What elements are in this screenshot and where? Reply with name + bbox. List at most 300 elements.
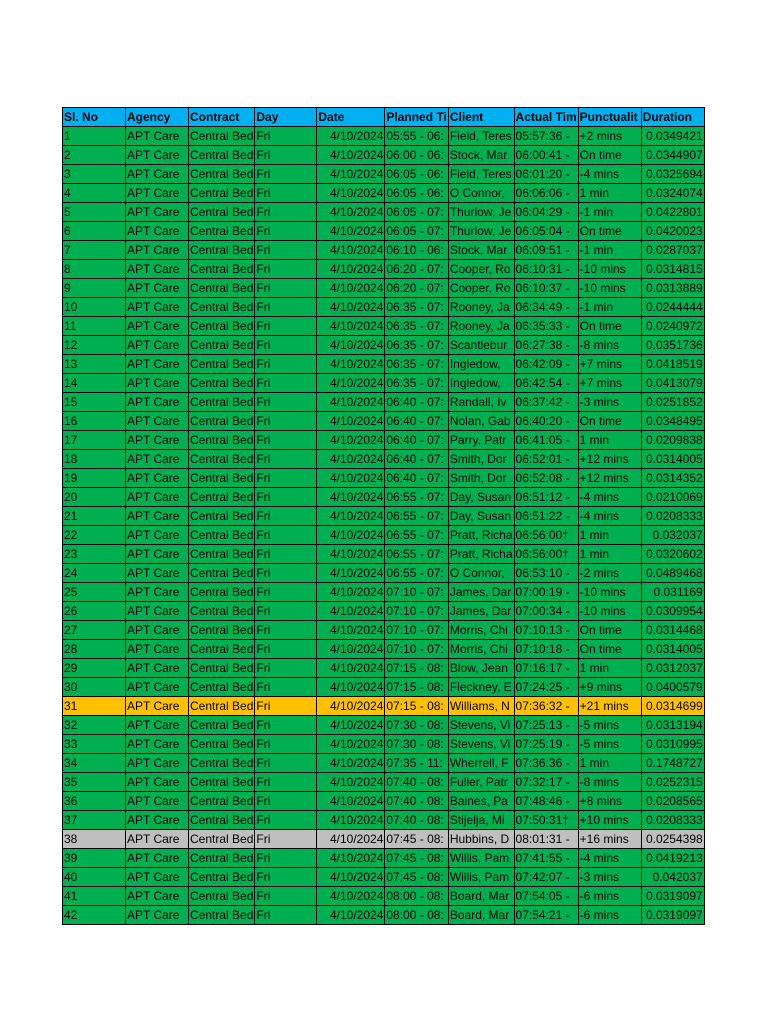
cell-sl-no[interactable]: 33 bbox=[63, 735, 126, 754]
cell-client[interactable]: Smith, Dor bbox=[448, 469, 514, 488]
cell-agency[interactable]: APT Care bbox=[126, 697, 189, 716]
cell-day[interactable]: Fri bbox=[255, 431, 317, 450]
col-header-duration[interactable]: Duration bbox=[641, 108, 704, 127]
table-row[interactable] bbox=[63, 260, 705, 279]
cell-contract[interactable]: Central Bed bbox=[189, 640, 255, 659]
cell-planned-time[interactable]: 07:10 - 07: bbox=[385, 621, 448, 640]
cell-client[interactable]: Parry, Patr bbox=[448, 431, 514, 450]
cell-sl-no[interactable]: 25 bbox=[63, 583, 126, 602]
cell-punctuality[interactable]: +21 mins bbox=[578, 697, 641, 716]
cell-agency[interactable]: APT Care bbox=[126, 507, 189, 526]
cell-duration[interactable]: 0.0314005 bbox=[641, 640, 704, 659]
cell-actual-time[interactable]: 06:01:20 - bbox=[514, 165, 578, 184]
table-row[interactable] bbox=[63, 279, 705, 298]
cell-contract[interactable]: Central Bed bbox=[189, 222, 255, 241]
cell-client[interactable]: Williams, N bbox=[448, 697, 514, 716]
cell-actual-time[interactable]: 06:05:04 - bbox=[514, 222, 578, 241]
cell-punctuality[interactable]: -3 mins bbox=[578, 868, 641, 887]
cell-agency[interactable]: APT Care bbox=[126, 469, 189, 488]
table-row[interactable] bbox=[63, 678, 705, 697]
cell-day[interactable]: Fri bbox=[255, 412, 317, 431]
cell-date[interactable]: 4/10/2024 bbox=[317, 127, 385, 146]
cell-planned-time[interactable]: 06:00 - 06: bbox=[385, 146, 448, 165]
cell-agency[interactable]: APT Care bbox=[126, 184, 189, 203]
cell-planned-time[interactable]: 07:40 - 08: bbox=[385, 792, 448, 811]
cell-planned-time[interactable]: 06:05 - 07: bbox=[385, 203, 448, 222]
cell-date[interactable]: 4/10/2024 bbox=[317, 849, 385, 868]
cell-day[interactable]: Fri bbox=[255, 545, 317, 564]
cell-client[interactable]: Fleckney, E bbox=[448, 678, 514, 697]
cell-planned-time[interactable]: 06:35 - 07: bbox=[385, 317, 448, 336]
cell-contract[interactable]: Central Bed bbox=[189, 830, 255, 849]
cell-date[interactable]: 4/10/2024 bbox=[317, 336, 385, 355]
cell-contract[interactable]: Central Bed bbox=[189, 811, 255, 830]
cell-date[interactable]: 4/10/2024 bbox=[317, 431, 385, 450]
cell-sl-no[interactable]: 23 bbox=[63, 545, 126, 564]
table-row[interactable] bbox=[63, 184, 705, 203]
cell-date[interactable]: 4/10/2024 bbox=[317, 260, 385, 279]
cell-contract[interactable]: Central Bed bbox=[189, 545, 255, 564]
cell-agency[interactable]: APT Care bbox=[126, 488, 189, 507]
cell-client[interactable]: James, Dar bbox=[448, 602, 514, 621]
cell-planned-time[interactable]: 06:55 - 07: bbox=[385, 526, 448, 545]
cell-agency[interactable]: APT Care bbox=[126, 222, 189, 241]
cell-planned-time[interactable]: 06:55 - 07: bbox=[385, 564, 448, 583]
cell-punctuality[interactable]: -10 mins bbox=[578, 279, 641, 298]
cell-date[interactable]: 4/10/2024 bbox=[317, 830, 385, 849]
cell-client[interactable]: Randall, Iv bbox=[448, 393, 514, 412]
cell-day[interactable]: Fri bbox=[255, 260, 317, 279]
cell-day[interactable]: Fri bbox=[255, 355, 317, 374]
cell-client[interactable]: Board, Mar bbox=[448, 887, 514, 906]
cell-contract[interactable]: Central Bed bbox=[189, 716, 255, 735]
table-row[interactable] bbox=[63, 830, 705, 849]
cell-punctuality[interactable]: -4 mins bbox=[578, 507, 641, 526]
cell-duration[interactable]: 0.0314699 bbox=[641, 697, 704, 716]
cell-punctuality[interactable]: 1 min bbox=[578, 184, 641, 203]
table-row[interactable] bbox=[63, 868, 705, 887]
cell-client[interactable]: Day, Susan bbox=[448, 488, 514, 507]
col-header-agency[interactable]: Agency bbox=[126, 108, 189, 127]
cell-agency[interactable]: APT Care bbox=[126, 564, 189, 583]
cell-planned-time[interactable]: 06:40 - 07: bbox=[385, 393, 448, 412]
cell-day[interactable]: Fri bbox=[255, 868, 317, 887]
cell-duration[interactable]: 0.0344907 bbox=[641, 146, 704, 165]
cell-agency[interactable]: APT Care bbox=[126, 450, 189, 469]
col-header-contract[interactable]: Contract bbox=[189, 108, 255, 127]
cell-actual-time[interactable]: 06:40:20 - bbox=[514, 412, 578, 431]
cell-day[interactable]: Fri bbox=[255, 317, 317, 336]
cell-punctuality[interactable]: +7 mins bbox=[578, 374, 641, 393]
cell-date[interactable]: 4/10/2024 bbox=[317, 792, 385, 811]
cell-planned-time[interactable]: 06:35 - 07: bbox=[385, 355, 448, 374]
cell-punctuality[interactable]: +12 mins bbox=[578, 469, 641, 488]
cell-punctuality[interactable]: +9 mins bbox=[578, 678, 641, 697]
table-row[interactable] bbox=[63, 773, 705, 792]
cell-date[interactable]: 4/10/2024 bbox=[317, 640, 385, 659]
cell-client[interactable]: Pratt, Richa bbox=[448, 526, 514, 545]
cell-contract[interactable]: Central Bed bbox=[189, 621, 255, 640]
cell-punctuality[interactable]: 1 min bbox=[578, 526, 641, 545]
table-row[interactable] bbox=[63, 735, 705, 754]
cell-sl-no[interactable]: 24 bbox=[63, 564, 126, 583]
col-header-sl-no[interactable]: Sl. No bbox=[63, 108, 126, 127]
cell-punctuality[interactable]: On time bbox=[578, 146, 641, 165]
cell-day[interactable]: Fri bbox=[255, 887, 317, 906]
cell-contract[interactable]: Central Bed bbox=[189, 336, 255, 355]
cell-planned-time[interactable]: 06:35 - 07: bbox=[385, 336, 448, 355]
cell-actual-time[interactable]: 06:42:54 - bbox=[514, 374, 578, 393]
cell-planned-time[interactable]: 06:05 - 07: bbox=[385, 222, 448, 241]
cell-date[interactable]: 4/10/2024 bbox=[317, 469, 385, 488]
cell-planned-time[interactable]: 07:35 - 11: bbox=[385, 754, 448, 773]
cell-planned-time[interactable]: 06:35 - 07: bbox=[385, 374, 448, 393]
cell-agency[interactable]: APT Care bbox=[126, 393, 189, 412]
table-row[interactable] bbox=[63, 412, 705, 431]
cell-agency[interactable]: APT Care bbox=[126, 640, 189, 659]
cell-punctuality[interactable]: -5 mins bbox=[578, 735, 641, 754]
cell-agency[interactable]: APT Care bbox=[126, 906, 189, 925]
cell-day[interactable]: Fri bbox=[255, 203, 317, 222]
cell-day[interactable]: Fri bbox=[255, 222, 317, 241]
cell-planned-time[interactable]: 06:20 - 07: bbox=[385, 260, 448, 279]
cell-punctuality[interactable]: -4 mins bbox=[578, 165, 641, 184]
cell-contract[interactable]: Central Bed bbox=[189, 298, 255, 317]
cell-day[interactable]: Fri bbox=[255, 697, 317, 716]
cell-sl-no[interactable]: 4 bbox=[63, 184, 126, 203]
table-row[interactable] bbox=[63, 450, 705, 469]
cell-agency[interactable]: APT Care bbox=[126, 659, 189, 678]
table-row[interactable] bbox=[63, 374, 705, 393]
cell-duration[interactable]: 0.0349421 bbox=[641, 127, 704, 146]
cell-contract[interactable]: Central Bed bbox=[189, 317, 255, 336]
cell-client[interactable]: Wherrell, F bbox=[448, 754, 514, 773]
table-row[interactable] bbox=[63, 488, 705, 507]
cell-planned-time[interactable]: 06:35 - 07: bbox=[385, 298, 448, 317]
cell-day[interactable]: Fri bbox=[255, 659, 317, 678]
cell-client[interactable]: Morris, Chi bbox=[448, 640, 514, 659]
cell-client[interactable]: Scantlebur bbox=[448, 336, 514, 355]
cell-client[interactable]: Field, Teres bbox=[448, 165, 514, 184]
cell-agency[interactable]: APT Care bbox=[126, 811, 189, 830]
cell-actual-time[interactable]: 08:01:31 - bbox=[514, 830, 578, 849]
cell-date[interactable]: 4/10/2024 bbox=[317, 412, 385, 431]
cell-agency[interactable]: APT Care bbox=[126, 887, 189, 906]
table-row[interactable] bbox=[63, 849, 705, 868]
cell-agency[interactable]: APT Care bbox=[126, 279, 189, 298]
cell-client[interactable]: Baines, Pa bbox=[448, 792, 514, 811]
cell-day[interactable]: Fri bbox=[255, 602, 317, 621]
cell-punctuality[interactable]: -4 mins bbox=[578, 488, 641, 507]
cell-duration[interactable]: 0.031169 bbox=[641, 583, 704, 602]
cell-agency[interactable]: APT Care bbox=[126, 336, 189, 355]
cell-agency[interactable]: APT Care bbox=[126, 621, 189, 640]
cell-contract[interactable]: Central Bed bbox=[189, 165, 255, 184]
cell-duration[interactable]: 0.0418519 bbox=[641, 355, 704, 374]
cell-actual-time[interactable]: 07:24:25 - bbox=[514, 678, 578, 697]
cell-duration[interactable]: 0.0287037 bbox=[641, 241, 704, 260]
cell-punctuality[interactable]: 1 min bbox=[578, 659, 641, 678]
cell-contract[interactable]: Central Bed bbox=[189, 127, 255, 146]
cell-actual-time[interactable]: 07:25:19 - bbox=[514, 735, 578, 754]
cell-sl-no[interactable]: 26 bbox=[63, 602, 126, 621]
cell-planned-time[interactable]: 07:45 - 08: bbox=[385, 849, 448, 868]
cell-agency[interactable]: APT Care bbox=[126, 545, 189, 564]
cell-date[interactable]: 4/10/2024 bbox=[317, 716, 385, 735]
cell-agency[interactable]: APT Care bbox=[126, 146, 189, 165]
cell-day[interactable]: Fri bbox=[255, 830, 317, 849]
table-row[interactable] bbox=[63, 564, 705, 583]
cell-contract[interactable]: Central Bed bbox=[189, 279, 255, 298]
cell-actual-time[interactable]: 06:10:37 - bbox=[514, 279, 578, 298]
col-header-day[interactable]: Day bbox=[255, 108, 317, 127]
col-header-actual-time[interactable]: Actual Tim bbox=[514, 108, 578, 127]
cell-sl-no[interactable]: 29 bbox=[63, 659, 126, 678]
cell-duration[interactable]: 0.0313194 bbox=[641, 716, 704, 735]
cell-sl-no[interactable]: 2 bbox=[63, 146, 126, 165]
cell-day[interactable]: Fri bbox=[255, 640, 317, 659]
cell-day[interactable]: Fri bbox=[255, 526, 317, 545]
cell-punctuality[interactable]: On time bbox=[578, 640, 641, 659]
cell-planned-time[interactable]: 07:15 - 08: bbox=[385, 678, 448, 697]
cell-sl-no[interactable]: 19 bbox=[63, 469, 126, 488]
cell-contract[interactable]: Central Bed bbox=[189, 450, 255, 469]
table-row[interactable] bbox=[63, 431, 705, 450]
cell-day[interactable]: Fri bbox=[255, 469, 317, 488]
cell-sl-no[interactable]: 28 bbox=[63, 640, 126, 659]
cell-day[interactable]: Fri bbox=[255, 279, 317, 298]
cell-planned-time[interactable]: 07:40 - 08: bbox=[385, 811, 448, 830]
cell-sl-no[interactable]: 5 bbox=[63, 203, 126, 222]
cell-contract[interactable]: Central Bed bbox=[189, 374, 255, 393]
cell-client[interactable]: Smith, Dor bbox=[448, 450, 514, 469]
cell-punctuality[interactable]: -2 mins bbox=[578, 564, 641, 583]
cell-contract[interactable]: Central Bed bbox=[189, 564, 255, 583]
cell-duration[interactable]: 0.0208333 bbox=[641, 507, 704, 526]
cell-duration[interactable]: 0.0252315 bbox=[641, 773, 704, 792]
cell-contract[interactable]: Central Bed bbox=[189, 697, 255, 716]
cell-duration[interactable]: 0.0325694 bbox=[641, 165, 704, 184]
cell-client[interactable]: Day, Susan bbox=[448, 507, 514, 526]
cell-contract[interactable]: Central Bed bbox=[189, 260, 255, 279]
cell-contract[interactable]: Central Bed bbox=[189, 393, 255, 412]
cell-sl-no[interactable]: 32 bbox=[63, 716, 126, 735]
cell-planned-time[interactable]: 08:00 - 08: bbox=[385, 906, 448, 925]
cell-day[interactable]: Fri bbox=[255, 678, 317, 697]
cell-date[interactable]: 4/10/2024 bbox=[317, 906, 385, 925]
cell-day[interactable]: Fri bbox=[255, 621, 317, 640]
cell-agency[interactable]: APT Care bbox=[126, 374, 189, 393]
cell-contract[interactable]: Central Bed bbox=[189, 792, 255, 811]
cell-agency[interactable]: APT Care bbox=[126, 165, 189, 184]
cell-planned-time[interactable]: 07:40 - 08: bbox=[385, 773, 448, 792]
cell-date[interactable]: 4/10/2024 bbox=[317, 298, 385, 317]
cell-duration[interactable]: 0.0210069 bbox=[641, 488, 704, 507]
cell-day[interactable]: Fri bbox=[255, 184, 317, 203]
cell-sl-no[interactable]: 3 bbox=[63, 165, 126, 184]
cell-duration[interactable]: 0.032037 bbox=[641, 526, 704, 545]
cell-duration[interactable]: 0.0254398 bbox=[641, 830, 704, 849]
cell-actual-time[interactable]: 07:42:07 - bbox=[514, 868, 578, 887]
cell-date[interactable]: 4/10/2024 bbox=[317, 165, 385, 184]
cell-date[interactable]: 4/10/2024 bbox=[317, 602, 385, 621]
cell-actual-time[interactable]: 07:36:32 - bbox=[514, 697, 578, 716]
table-row[interactable] bbox=[63, 146, 705, 165]
cell-day[interactable]: Fri bbox=[255, 374, 317, 393]
col-header-date[interactable]: Date bbox=[317, 108, 385, 127]
table-row[interactable] bbox=[63, 697, 705, 716]
cell-agency[interactable]: APT Care bbox=[126, 431, 189, 450]
cell-actual-time[interactable]: 06:41:05 - bbox=[514, 431, 578, 450]
cell-actual-time[interactable]: 07:00:19 - bbox=[514, 583, 578, 602]
cell-sl-no[interactable]: 21 bbox=[63, 507, 126, 526]
cell-client[interactable]: Hubbins, D bbox=[448, 830, 514, 849]
cell-contract[interactable]: Central Bed bbox=[189, 412, 255, 431]
cell-date[interactable]: 4/10/2024 bbox=[317, 184, 385, 203]
cell-duration[interactable]: 0.0324074 bbox=[641, 184, 704, 203]
cell-client[interactable]: O Connor, bbox=[448, 564, 514, 583]
cell-date[interactable]: 4/10/2024 bbox=[317, 393, 385, 412]
cell-sl-no[interactable]: 27 bbox=[63, 621, 126, 640]
table-row[interactable] bbox=[63, 811, 705, 830]
cell-agency[interactable]: APT Care bbox=[126, 602, 189, 621]
cell-punctuality[interactable]: -4 mins bbox=[578, 849, 641, 868]
cell-sl-no[interactable]: 30 bbox=[63, 678, 126, 697]
cell-sl-no[interactable]: 22 bbox=[63, 526, 126, 545]
table-row[interactable] bbox=[63, 336, 705, 355]
cell-day[interactable]: Fri bbox=[255, 336, 317, 355]
cell-agency[interactable]: APT Care bbox=[126, 127, 189, 146]
cell-duration[interactable]: 0.0419213 bbox=[641, 849, 704, 868]
cell-duration[interactable]: 0.0314352 bbox=[641, 469, 704, 488]
cell-planned-time[interactable]: 07:30 - 08: bbox=[385, 716, 448, 735]
cell-punctuality[interactable]: +2 mins bbox=[578, 127, 641, 146]
cell-client[interactable]: Cooper, Ro bbox=[448, 260, 514, 279]
cell-duration[interactable]: 0.0244444 bbox=[641, 298, 704, 317]
cell-day[interactable]: Fri bbox=[255, 754, 317, 773]
cell-date[interactable]: 4/10/2024 bbox=[317, 355, 385, 374]
table-row[interactable] bbox=[63, 621, 705, 640]
cell-actual-time[interactable]: 06:52:08 - bbox=[514, 469, 578, 488]
cell-actual-time[interactable]: 06:27:38 - bbox=[514, 336, 578, 355]
cell-actual-time[interactable]: 07:00:34 - bbox=[514, 602, 578, 621]
cell-planned-time[interactable]: 07:15 - 08: bbox=[385, 697, 448, 716]
cell-date[interactable]: 4/10/2024 bbox=[317, 678, 385, 697]
cell-actual-time[interactable]: 07:48:46 - bbox=[514, 792, 578, 811]
cell-duration[interactable]: 0.0413079 bbox=[641, 374, 704, 393]
cell-contract[interactable]: Central Bed bbox=[189, 849, 255, 868]
cell-actual-time[interactable]: 06:52:01 - bbox=[514, 450, 578, 469]
cell-sl-no[interactable]: 39 bbox=[63, 849, 126, 868]
cell-planned-time[interactable]: 06:40 - 07: bbox=[385, 412, 448, 431]
cell-duration[interactable]: 0.0319097 bbox=[641, 906, 704, 925]
cell-actual-time[interactable]: 07:50:31† bbox=[514, 811, 578, 830]
table-row[interactable] bbox=[63, 127, 705, 146]
cell-planned-time[interactable]: 06:10 - 06: bbox=[385, 241, 448, 260]
cell-punctuality[interactable]: On time bbox=[578, 222, 641, 241]
cell-punctuality[interactable]: -10 mins bbox=[578, 583, 641, 602]
cell-actual-time[interactable]: 06:09:51 - bbox=[514, 241, 578, 260]
cell-date[interactable]: 4/10/2024 bbox=[317, 564, 385, 583]
cell-date[interactable]: 4/10/2024 bbox=[317, 545, 385, 564]
cell-punctuality[interactable]: -8 mins bbox=[578, 773, 641, 792]
cell-planned-time[interactable]: 06:55 - 07: bbox=[385, 488, 448, 507]
cell-agency[interactable]: APT Care bbox=[126, 792, 189, 811]
cell-agency[interactable]: APT Care bbox=[126, 260, 189, 279]
cell-actual-time[interactable]: 06:51:12 - bbox=[514, 488, 578, 507]
cell-sl-no[interactable]: 7 bbox=[63, 241, 126, 260]
cell-day[interactable]: Fri bbox=[255, 849, 317, 868]
cell-contract[interactable]: Central Bed bbox=[189, 507, 255, 526]
col-header-planned-time[interactable]: Planned Ti bbox=[385, 108, 448, 127]
cell-duration[interactable]: 0.0312037 bbox=[641, 659, 704, 678]
cell-agency[interactable]: APT Care bbox=[126, 355, 189, 374]
cell-sl-no[interactable]: 40 bbox=[63, 868, 126, 887]
table-row[interactable] bbox=[63, 507, 705, 526]
cell-actual-time[interactable]: 05:57:36 - bbox=[514, 127, 578, 146]
cell-date[interactable]: 4/10/2024 bbox=[317, 697, 385, 716]
cell-agency[interactable]: APT Care bbox=[126, 412, 189, 431]
cell-day[interactable]: Fri bbox=[255, 146, 317, 165]
cell-sl-no[interactable]: 16 bbox=[63, 412, 126, 431]
table-row[interactable] bbox=[63, 906, 705, 925]
cell-contract[interactable]: Central Bed bbox=[189, 469, 255, 488]
cell-contract[interactable]: Central Bed bbox=[189, 146, 255, 165]
cell-actual-time[interactable]: 06:10:31 - bbox=[514, 260, 578, 279]
cell-planned-time[interactable]: 08:00 - 08: bbox=[385, 887, 448, 906]
cell-actual-time[interactable]: 07:25:13 - bbox=[514, 716, 578, 735]
col-header-client[interactable]: Client bbox=[448, 108, 514, 127]
cell-date[interactable]: 4/10/2024 bbox=[317, 868, 385, 887]
cell-day[interactable]: Fri bbox=[255, 450, 317, 469]
cell-client[interactable]: Cooper, Ro bbox=[448, 279, 514, 298]
cell-actual-time[interactable]: 06:00:41 - bbox=[514, 146, 578, 165]
cell-punctuality[interactable]: +16 mins bbox=[578, 830, 641, 849]
cell-sl-no[interactable]: 12 bbox=[63, 336, 126, 355]
col-header-punctuality[interactable]: Punctualit bbox=[578, 108, 641, 127]
cell-contract[interactable]: Central Bed bbox=[189, 602, 255, 621]
cell-duration[interactable]: 0.0208565 bbox=[641, 792, 704, 811]
cell-client[interactable]: Field, Teres bbox=[448, 127, 514, 146]
table-row[interactable] bbox=[63, 241, 705, 260]
cell-planned-time[interactable]: 06:05 - 06: bbox=[385, 184, 448, 203]
cell-date[interactable]: 4/10/2024 bbox=[317, 583, 385, 602]
cell-actual-time[interactable]: 07:54:21 - bbox=[514, 906, 578, 925]
cell-punctuality[interactable]: 1 min bbox=[578, 431, 641, 450]
cell-agency[interactable]: APT Care bbox=[126, 830, 189, 849]
table-row[interactable] bbox=[63, 583, 705, 602]
table-row[interactable] bbox=[63, 602, 705, 621]
cell-actual-time[interactable]: 07:32:17 - bbox=[514, 773, 578, 792]
cell-punctuality[interactable]: 1 min bbox=[578, 545, 641, 564]
cell-planned-time[interactable]: 06:20 - 07: bbox=[385, 279, 448, 298]
cell-day[interactable]: Fri bbox=[255, 488, 317, 507]
cell-punctuality[interactable]: -5 mins bbox=[578, 716, 641, 735]
cell-agency[interactable]: APT Care bbox=[126, 754, 189, 773]
cell-duration[interactable]: 0.0314005 bbox=[641, 450, 704, 469]
table-row[interactable] bbox=[63, 469, 705, 488]
cell-date[interactable]: 4/10/2024 bbox=[317, 621, 385, 640]
cell-agency[interactable]: APT Care bbox=[126, 583, 189, 602]
cell-day[interactable]: Fri bbox=[255, 241, 317, 260]
cell-sl-no[interactable]: 1 bbox=[63, 127, 126, 146]
cell-actual-time[interactable]: 07:10:18 - bbox=[514, 640, 578, 659]
cell-day[interactable]: Fri bbox=[255, 393, 317, 412]
cell-sl-no[interactable]: 35 bbox=[63, 773, 126, 792]
cell-sl-no[interactable]: 13 bbox=[63, 355, 126, 374]
cell-date[interactable]: 4/10/2024 bbox=[317, 754, 385, 773]
cell-date[interactable]: 4/10/2024 bbox=[317, 146, 385, 165]
